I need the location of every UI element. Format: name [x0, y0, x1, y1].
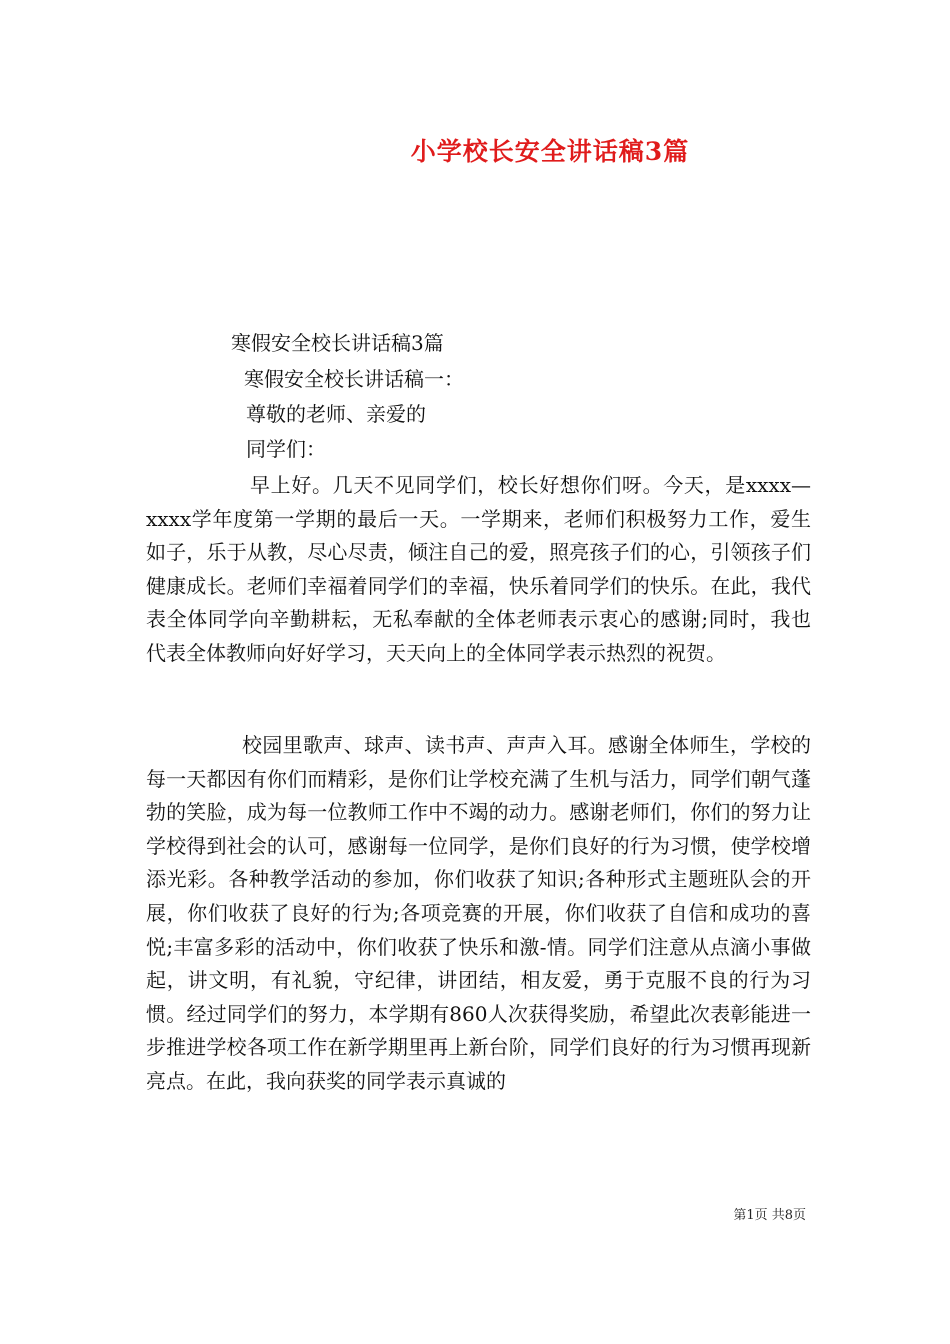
body-paragraph-2: 校园里歌声、球声、读书声、声声入耳。感谢全体师生，学校的每一天都因有你们而精彩，是你们让学校充满了生机与活力，同学们朝气蓬勃的笑脸，成为每一位教师工作中不竭的动力。感谢老师们，你们的努力让学校得到社会的认可，感谢每一位同学，是你们良好的行为习惯，使学校增添光彩。各种教学活动的参加，你们收获了知识;各种形式主题班队会的开展，你们收获了良好的行为;各项竞赛的开展，你们收获了自信和成功的喜悦;丰富多彩的活动中，你们收获了快乐和激-情。同学们注意从点滴小事做起，讲文明，有礼貌，守纪律，讲团结，相友爱，勇于克服不良的行为习惯。经过同学们的努力，本学期有860人次获得奖励，希望此次表彰能进一步推进学校各项工作在新学期里再上新台阶，同学们良好的行为习惯再现新亮点。在此，我向获奖的同学表示真诚的 [146, 733, 811, 1093]
salutation-line-1: 尊敬的老师、亲爱的 [246, 402, 426, 426]
document-title: 小学校长安全讲话稿3篇 [410, 137, 690, 166]
page-footer: 第1页 共8页 [733, 1208, 806, 1223]
body-paragraph-1: 早上好。几天不见同学们，校长好想你们呀。今天，是xxxx—xxxx学年度第一学期的最后一天。一学期来，老师们积极努力工作，爱生如子，乐于从教，尽心尽责，倾注自己的爱，照亮孩子们的心，引领孩子们健康成长。老师们幸福着同学们的幸福，快乐着同学们的快乐。在此，我代表全体同学向辛勤耕耘，无私奉献的全体老师表示衷心的感谢;同时，我也代表全体教师向好好学习，天天向上的全体同学表示热烈的祝贺。 [146, 473, 811, 665]
salutation-line-2: 同学们： [246, 437, 326, 461]
document-subtitle: 寒假安全校长讲话稿3篇 [231, 331, 444, 355]
section-heading: 寒假安全校长讲话稿一： [244, 367, 464, 391]
